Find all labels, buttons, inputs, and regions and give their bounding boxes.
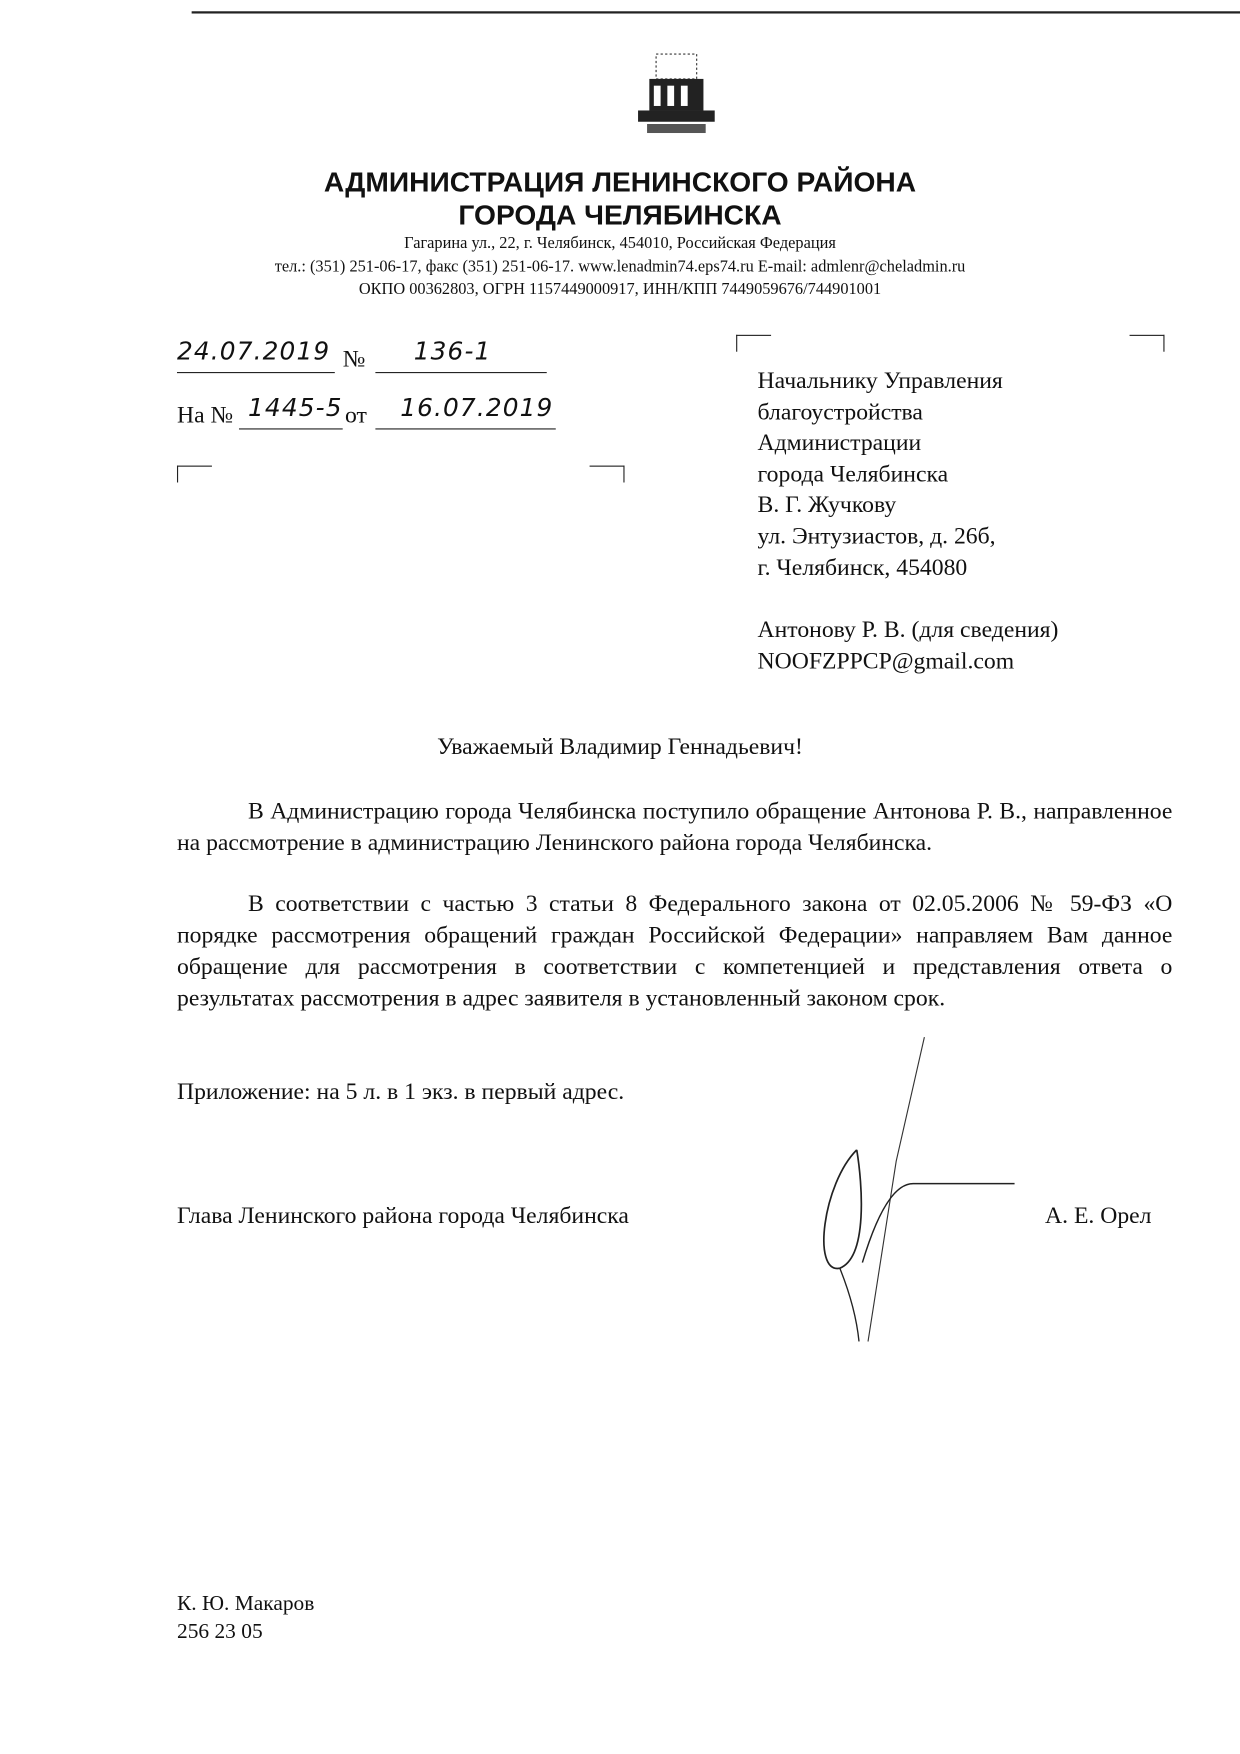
org-address: Гагарина ул., 22, г. Челябинск, 454010, Российская Федерация bbox=[404, 234, 836, 253]
body-paragraph-1: В Администрацию города Челябинска поступило обращение Антонова Р. В., направленное на рассмотрение в администрацию Ленинского района города Челябинска. bbox=[176, 797, 1173, 856]
corner-mark bbox=[177, 466, 212, 483]
org-name-line1: АДМИНИСТРАЦИЯ ЛЕНИНСКОГО РАЙОНА bbox=[323, 166, 917, 199]
ref-from-label: от bbox=[344, 401, 367, 429]
org-contacts: тел.: (351) 251-06-17, факс (351) 251-06-17. www.lenadmin74.eps74.ru E-mail: admlenr@cheladmin.ru bbox=[274, 258, 966, 277]
salutation: Уважаемый Владимир Геннадьевич! bbox=[437, 732, 803, 760]
signatory-position: Глава Ленинского района города Челябинска bbox=[176, 1201, 629, 1229]
ref-date-field: 16.07.2019 bbox=[375, 395, 555, 430]
ref-label: На № bbox=[176, 401, 234, 429]
executor-name: К. Ю. Макаров bbox=[176, 1591, 315, 1616]
attachment-note: Приложение: на 5 л. в 1 экз. в первый адрес. bbox=[176, 1077, 625, 1105]
number-field: 136-1 bbox=[375, 338, 546, 373]
corner-mark bbox=[736, 335, 771, 352]
scan-edge-line bbox=[192, 11, 1240, 13]
coat-of-arms-emblem bbox=[631, 45, 721, 137]
signatory-name: А. Е. Орел bbox=[1045, 1201, 1152, 1229]
executor-phone: 256 23 05 bbox=[176, 1619, 263, 1644]
ref-number-field: 1445-5 bbox=[239, 395, 343, 430]
org-codes: ОКПО 00362803, ОГРН 1157449000917, ИНН/КПП 7449059676/744901001 bbox=[358, 280, 882, 299]
body-paragraph-2: В соответствии с частью 3 статьи 8 Федерального закона от 02.05.2006 № 59-ФЗ «О порядке рассмотрения обращений граждан Российской Федерации» направляем Вам данное обращение для рассмотрения в соответствии с компетенцией и представления ответа о результатах рассмотрения в адрес заявителя в установленный законом срок. bbox=[176, 889, 1173, 1012]
handwritten-signature bbox=[789, 1015, 1037, 1353]
date-field: 24.07.2019 bbox=[177, 338, 335, 373]
corner-mark bbox=[590, 466, 625, 483]
number-label: № bbox=[342, 344, 366, 373]
corner-mark bbox=[1130, 335, 1165, 352]
org-name-line2: ГОРОДА ЧЕЛЯБИНСКА bbox=[458, 199, 782, 232]
recipient-block: Начальнику Управления благоустройства Администрации города Челябинска В. Г. Жучкову ул. Энтузиастов, д. 26б, г. Челябинск, 454080 Антонову Р. В. (для сведения) NOOFZPPCP@gmail.com bbox=[757, 366, 1059, 674]
